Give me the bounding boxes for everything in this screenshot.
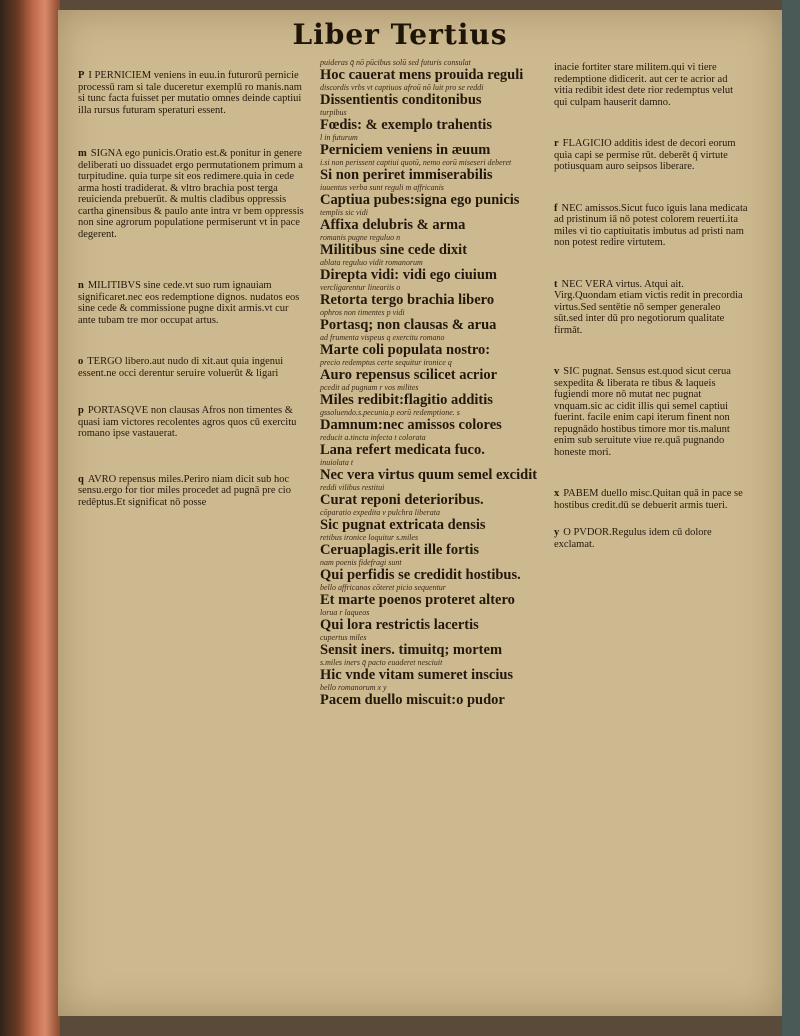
interlinear-gloss: ablata reguluo vidit romanorum [320,258,423,267]
verse-line: Et marte poenos proteret altero [320,592,515,608]
verse-line: Nec vera virtus quum semel excidit [320,467,538,483]
note-text: TERGO libero.aut nudo di xit.aut quia ingenui essent.ne occi derentur seruire voluerūt & ligari [78,356,284,379]
left-commentary-column [78,70,306,516]
verse-line: Ceruaplagis.erit ille fortis [320,542,480,558]
note-marker: y [554,527,560,538]
interlinear-gloss: vercligarentur lineariis o [320,283,401,292]
note-marker: p [78,405,84,416]
note-text: PABEM duello misc.Quitan quā in pace se hostibus credit.dū se debuerit armis tueri. [554,488,743,511]
commentary-note [78,356,306,379]
commentary-note [78,474,306,509]
verse-line: Qui perfidis se credidit hostibus. [320,567,521,583]
note-text: SIGNA ego punicis.Oratio est.& ponitur in genere deliberati uo dissuadet ergo permutationem primum a turpitudine. quia turpe sit eos redimere.quia in cede arma hosti tradiderat. & vltro brachia post terga reuicienda prebuerūt. & multis cladibus oppressis cartha ginensibus & paulo ante intra vr bem oppressis non sine agrorum populatione permiserunt vt in pace degerent. [78,148,304,240]
note-marker: n [78,280,84,291]
interlinear-gloss: ad frumenta vispeus q exercitu romano [320,333,445,342]
verse-line: Marte coli populata nostro: [320,342,491,358]
interlinear-gloss: turpibus [320,108,347,117]
interlinear-gloss: puideras q̄ nō pūcibus solū sed futuris consulat [320,58,471,67]
interlinear-gloss: nam poenis fidefragi sunt [320,558,402,567]
interlinear-gloss: iuuentus verba sunt reguli m affricanis [320,183,444,192]
verse-line: Captiua pubes:signa ego punicis [320,192,520,208]
verse-line: Damnum:nec amissos colores [320,417,502,433]
interlinear-gloss: reddi vilibus restitui [320,483,385,492]
note-marker: m [78,148,87,159]
verse-line: Lana refert medicata fuco. [320,442,485,458]
verse-line: Affixa delubris & arma [320,217,466,233]
interlinear-gloss: lorua r laqueos [320,608,370,617]
commentary-note [78,405,306,440]
note-marker: v [554,366,560,377]
note-text: AVRO repensus miles.Periro niam dicit sub hoc sensu.ergo for tior miles procedet ad pugnā pre cio redēptus.Et significat nō posse [78,473,291,508]
verse-line: Perniciem veniens in æuum [320,142,491,158]
note-marker: f [554,202,558,214]
note-text: NEC VERA virtus. Atqui ait. Virg.Quondam etiam victis redit in precordia virtus.Sed sentētie nō semper generaleo sūt.sed inter dū pro negotiorum qualitate firmāt. [554,278,743,336]
commentary-note [498,279,748,337]
note-text: SIC pugnat. Sensus est.quod sicut cerua sexpedita & liberata re tibus & laqueis fugiendi more nō mutat nec pugnat vnquam.sic ac cidit illis qui semel captiui fuerint. facile enim capi iterum finent non repugnādo hostibus timore mor tis.malunt enim sub seruitute viue re.quā pugnando honeste mori. [554,366,731,458]
commentary-note [498,366,748,458]
verse-line: Retorta tergo brachia libero [320,292,495,308]
verse-line: Pacem duello miscuit:o pudor [320,692,505,708]
commentary-note [78,70,306,116]
interlinear-gloss: precio redemptus certe sequitur ironice q [320,358,452,367]
note-marker: P [78,70,85,81]
background-edge [782,0,800,1036]
verse-line: Portasq; non clausas & arua [320,317,497,333]
interlinear-gloss: l in futurum [320,133,358,142]
interlinear-gloss: reducit a.tincta infecta t colorata [320,433,426,442]
note-marker: x [554,488,560,499]
note-text: MILITIBVS sine cede.vt suo rum ignauiam significaret.nec eos redemptione dignos. nudatos eos sine cede & commissione pugne dixit armis.vt cur ante tubam tre mor occupat artus. [78,280,300,326]
verse-line: Miles redibit:flagitio additis [320,392,493,408]
verse-line: Auro repensus scilicet acrior [320,367,498,383]
commentary-note [498,138,748,173]
commentary-note [498,62,748,108]
interlinear-gloss: cupertus miles [320,633,367,642]
commentary-note [78,148,306,240]
verse-line: Direpta vidi: vidi ego ciuium [320,267,497,283]
interlinear-gloss: cōparatio expedita v pulchra liberata [320,508,440,517]
verse-line: Curat reponi deterioribus. [320,492,484,508]
note-text: NEC amissos.Sicut fuco iguis lana medicata ad pristinum iā nō potest colorem reuerti.ita miles vi tio captiuitatis imbutus ad pristi nam non potest redire virtutem. [554,202,748,248]
interlinear-gloss: gssoluendo.s.pecunia.p eorū redemptione. s [320,408,460,417]
interlinear-gloss: bello affricanos cōteret picio sequentur [320,583,446,592]
interlinear-gloss: inuiolata t [320,458,354,467]
interlinear-gloss: bello romanorum x y [320,683,387,692]
commentary-note [498,527,748,550]
interlinear-gloss: i.si non perissent captiui quotū, nemo eorū miseseri deberet [320,158,512,167]
note-text: PORTASQVE non clausas Afros non timentes & quasi iam victores recolentes agros quos cū exercitu romano ipse vastauerat. [78,405,297,439]
note-marker: o [78,356,84,367]
verse-line: Sic pugnat extricata densis [320,517,486,533]
book-page-edges [0,0,60,1036]
commentary-note [78,280,306,326]
interlinear-gloss: retibus ironice loquitur s.miles [320,533,419,542]
commentary-note [498,488,748,511]
note-marker: r [554,138,559,149]
interlinear-gloss: ophros non timentes p vidi [320,308,405,317]
right-commentary-column [498,62,748,558]
note-text: inacie fortiter stare militem.qui vi tiere redemptione didicerit. aut cer te acrior ad vitia redibit idest dete rior redemptus velut qui culpam hauserit damno. [554,62,734,108]
note-text: O PVDOR.Regulus idem cū dolore exclamat. [554,527,712,550]
note-text: I PERNICIEM veniens in euu.in futurorū pernicie processū ram si tale duceretur exemplū ro manis.nam si tunc facta fuisset per mutatio omnes deinde captiui illa rursus futuram speraturi essent. [78,70,302,116]
note-marker: q [78,473,84,485]
interlinear-gloss: templis sic vidi [320,208,368,217]
verse-line: Dissentientis conditonibus [320,92,482,108]
page-title: Liber Tertius [292,18,508,51]
verse-line: Hic vnde vitam sumeret inscius [320,667,514,683]
verse-line: Hoc cauerat mens prouida reguli [320,67,524,83]
verse-line: Sensit iners. timuitq; mortem [320,642,503,658]
verse-line: Fœdis: & exemplo trahentis [320,117,492,133]
verse-line: Si non periret immiserabilis [320,167,493,183]
interlinear-gloss: discordis vrbs vt captiuos afroū nō luit pro se reddi [320,83,484,92]
interlinear-gloss: s.miles iners q̄ pacto euaderet nesciuit [320,658,443,667]
note-text: FLAGICIO additis idest de decori eorum quia capi se permise rūt. deberēt q̄ virtute potiusquam auro seipsos liberare. [554,138,736,172]
interlinear-gloss: romanis pugne reguluo n [320,233,401,242]
verse-line: Militibus sine cede dixit [320,242,468,258]
interlinear-gloss: pcedit ad pugnam r vos milites [320,383,419,392]
commentary-note [498,203,748,249]
note-marker: t [554,278,558,290]
verse-line: Qui lora restrictis lacertis [320,617,479,633]
